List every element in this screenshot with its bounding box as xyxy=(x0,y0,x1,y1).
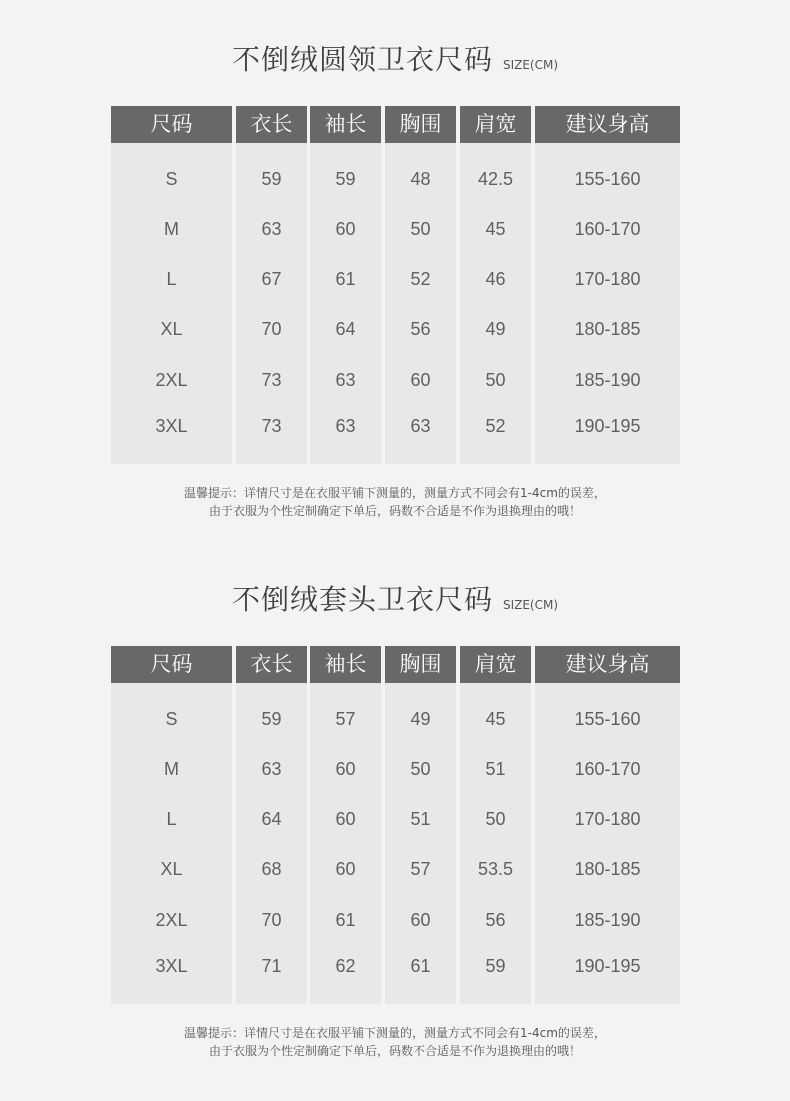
table-cell: S xyxy=(165,709,178,729)
column-size xyxy=(111,646,232,1004)
table-cell: 160-170 xyxy=(574,219,641,239)
table-cell: 180-185 xyxy=(574,859,641,879)
table-cell: XL xyxy=(160,859,183,879)
table-cell: 56 xyxy=(485,910,506,930)
table-cell: 49 xyxy=(410,709,431,729)
table-cell: 63 xyxy=(261,219,282,239)
table-cell: 61 xyxy=(410,956,431,976)
table-cell: 63 xyxy=(261,759,282,779)
table-cell: 63 xyxy=(410,416,431,436)
column-body xyxy=(535,683,680,1004)
column-header: 肩宽 xyxy=(460,106,531,143)
column-header: 尺码 xyxy=(111,106,232,143)
chart-title: 不倒绒套头卫衣尺码 xyxy=(231,583,493,616)
column-body xyxy=(460,143,531,464)
column-header: 建议身高 xyxy=(535,646,680,683)
column-sleeve xyxy=(310,106,381,464)
table-cell: 50 xyxy=(485,370,506,390)
table-cell: 185-190 xyxy=(574,910,641,930)
column-header: 胸围 xyxy=(385,106,456,143)
table-cell: 59 xyxy=(335,169,356,189)
table-cell: 51 xyxy=(410,809,431,829)
table-cell: 73 xyxy=(261,416,282,436)
table-cell: 155-160 xyxy=(574,169,641,189)
measurement-note xyxy=(0,1024,790,1060)
column-length xyxy=(236,106,307,464)
column-chest xyxy=(385,106,456,464)
column-header: 尺码 xyxy=(111,646,232,683)
table-cell: 59 xyxy=(261,169,282,189)
column-body xyxy=(535,143,680,464)
table-cell: 64 xyxy=(261,809,282,829)
column-body xyxy=(385,143,456,464)
column-header: 袖长 xyxy=(310,106,381,143)
table-cell: 49 xyxy=(485,319,506,339)
note-line: 由于衣服为个性定制确定下单后，码数不合适是不作为退换理由的哦！ xyxy=(208,504,581,518)
table-cell: 59 xyxy=(261,709,282,729)
note-line: 温馨提示：详情尺寸是在衣服平铺下测量的，测量方式不同会有1-4cm的误差， xyxy=(184,486,606,500)
chart-title-row xyxy=(0,578,790,618)
table-cell: 63 xyxy=(335,416,356,436)
column-body xyxy=(310,683,381,1004)
table-cell: M xyxy=(164,219,179,239)
chart-unit: SIZE(CM) xyxy=(502,598,559,612)
table-cell: 61 xyxy=(335,910,356,930)
table-cell: XL xyxy=(160,319,183,339)
table-cell: 60 xyxy=(410,910,431,930)
table-cell: 50 xyxy=(410,219,431,239)
table-cell: 63 xyxy=(335,370,356,390)
table-cell: 160-170 xyxy=(574,759,641,779)
table-cell: 2XL xyxy=(155,910,188,930)
column-chest xyxy=(385,646,456,1004)
table-cell: 70 xyxy=(261,319,282,339)
column-header: 肩宽 xyxy=(460,646,531,683)
table-cell: 155-160 xyxy=(574,709,641,729)
table-cell: 57 xyxy=(410,859,431,879)
column-shoulder xyxy=(460,106,531,464)
column-body xyxy=(236,143,307,464)
table-cell: 61 xyxy=(335,269,356,289)
table-cell: 170-180 xyxy=(574,809,641,829)
table-cell: 68 xyxy=(261,859,282,879)
table-cell: 45 xyxy=(485,709,506,729)
chart-unit: SIZE(CM) xyxy=(502,58,559,72)
column-header: 胸围 xyxy=(385,646,456,683)
table-cell: 190-195 xyxy=(574,956,641,976)
table-cell: 52 xyxy=(410,269,431,289)
column-body xyxy=(111,143,232,464)
table-cell: 57 xyxy=(335,709,356,729)
column-body xyxy=(236,683,307,1004)
note-line: 温馨提示：详情尺寸是在衣服平铺下测量的，测量方式不同会有1-4cm的误差， xyxy=(184,1026,606,1040)
table-cell: 71 xyxy=(261,956,282,976)
table-cell: 67 xyxy=(261,269,282,289)
table-cell: 42.5 xyxy=(477,169,514,189)
table-cell: 59 xyxy=(485,956,506,976)
table-cell: 45 xyxy=(485,219,506,239)
size-table xyxy=(111,106,680,464)
column-body xyxy=(111,683,232,1004)
column-header: 衣长 xyxy=(236,646,307,683)
column-header: 衣长 xyxy=(236,106,307,143)
table-cell: 62 xyxy=(335,956,356,976)
table-cell: 170-180 xyxy=(574,269,641,289)
table-cell: 70 xyxy=(261,910,282,930)
measurement-note xyxy=(0,484,790,520)
chart-title: 不倒绒圆领卫衣尺码 xyxy=(231,43,493,76)
table-cell: 73 xyxy=(261,370,282,390)
column-sleeve xyxy=(310,646,381,1004)
table-cell: 60 xyxy=(335,759,356,779)
table-cell: 60 xyxy=(410,370,431,390)
table-cell: M xyxy=(164,759,179,779)
column-height xyxy=(535,106,680,464)
column-shoulder xyxy=(460,646,531,1004)
table-cell: 2XL xyxy=(155,370,188,390)
size-table xyxy=(111,646,680,1004)
column-length xyxy=(236,646,307,1004)
column-size xyxy=(111,106,232,464)
table-cell: 56 xyxy=(410,319,431,339)
table-cell: 48 xyxy=(410,169,431,189)
table-cell: 185-190 xyxy=(574,370,641,390)
table-cell: 50 xyxy=(485,809,506,829)
table-cell: S xyxy=(165,169,178,189)
column-header: 袖长 xyxy=(310,646,381,683)
table-cell: 64 xyxy=(335,319,356,339)
table-cell: 52 xyxy=(485,416,506,436)
column-height xyxy=(535,646,680,1004)
table-cell: 51 xyxy=(485,759,506,779)
column-body xyxy=(310,143,381,464)
table-cell: 180-185 xyxy=(574,319,641,339)
column-body xyxy=(460,683,531,1004)
table-cell: 53.5 xyxy=(477,859,514,879)
table-cell: 50 xyxy=(410,759,431,779)
table-cell: L xyxy=(166,809,177,829)
note-line: 由于衣服为个性定制确定下单后，码数不合适是不作为退换理由的哦！ xyxy=(208,1044,581,1058)
table-cell: 3XL xyxy=(155,956,188,976)
chart-title-row xyxy=(0,38,790,78)
column-header: 建议身高 xyxy=(535,106,680,143)
table-cell: L xyxy=(166,269,177,289)
table-cell: 46 xyxy=(485,269,506,289)
table-cell: 60 xyxy=(335,219,356,239)
column-body xyxy=(385,683,456,1004)
table-cell: 60 xyxy=(335,809,356,829)
table-cell: 190-195 xyxy=(574,416,641,436)
table-cell: 3XL xyxy=(155,416,188,436)
table-cell: 60 xyxy=(335,859,356,879)
